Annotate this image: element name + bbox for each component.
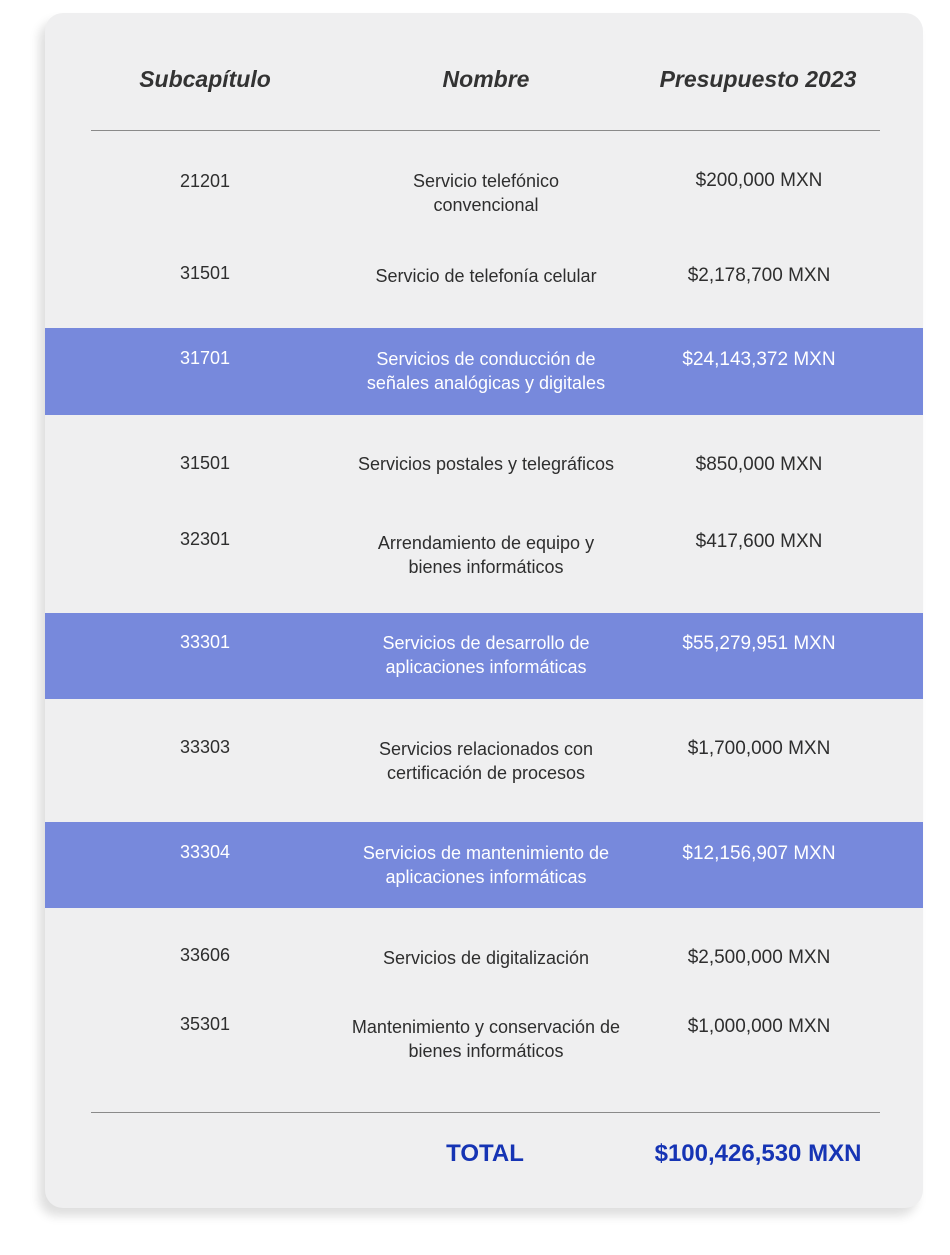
row-7-subcapitulo: 33303 bbox=[179, 737, 231, 757]
header-presupuesto: Presupuesto 2023 bbox=[659, 66, 857, 92]
row-2-subcapitulo: 31501 bbox=[179, 263, 231, 283]
row-1-nombre: Servicio telefónico convencional bbox=[412, 171, 560, 215]
row-3-presupuesto: $24,143,372 MXN bbox=[682, 349, 836, 370]
row-8-presupuesto: $12,156,907 MXN bbox=[682, 843, 836, 864]
row-7-presupuesto: $1,700,000 MXN bbox=[687, 738, 831, 759]
row-4-presupuesto: $850,000 MXN bbox=[695, 454, 823, 475]
header-divider bbox=[91, 130, 880, 131]
row-5-subcapitulo: 32301 bbox=[179, 529, 231, 549]
total-label: TOTAL bbox=[446, 1140, 524, 1167]
row-5-nombre: Arrendamiento de equipo y bienes informáticos bbox=[377, 533, 595, 577]
row-8-subcapitulo: 33304 bbox=[179, 842, 231, 862]
row-9-subcapitulo: 33606 bbox=[179, 945, 231, 965]
header-subcapitulo: Subcapítulo bbox=[139, 66, 271, 92]
row-1-subcapitulo: 21201 bbox=[179, 171, 231, 191]
row-10-subcapitulo: 35301 bbox=[179, 1014, 231, 1034]
total-amount: $100,426,530 MXN bbox=[654, 1140, 862, 1167]
row-4-nombre: Servicios postales y telegráficos bbox=[357, 454, 615, 474]
row-9-nombre: Servicios de digitalización bbox=[382, 948, 590, 968]
row-6-nombre: Servicios de desarrollo de aplicaciones informáticas bbox=[382, 633, 590, 677]
total-divider bbox=[91, 1112, 880, 1113]
row-8-nombre: Servicios de mantenimiento de aplicaciones informáticas bbox=[362, 843, 610, 887]
row-3-nombre: Servicios de conducción de señales analógicas y digitales bbox=[366, 349, 606, 393]
row-2-presupuesto: $2,178,700 MXN bbox=[687, 265, 831, 286]
row-5-presupuesto: $417,600 MXN bbox=[695, 531, 823, 552]
row-9-presupuesto: $2,500,000 MXN bbox=[687, 947, 831, 968]
row-1-presupuesto: $200,000 MXN bbox=[695, 170, 823, 191]
row-6-presupuesto: $55,279,951 MXN bbox=[682, 633, 836, 654]
row-2-nombre: Servicio de telefonía celular bbox=[375, 266, 597, 286]
header-nombre: Nombre bbox=[442, 66, 530, 92]
row-6-subcapitulo: 33301 bbox=[179, 632, 231, 652]
row-10-nombre: Mantenimiento y conservación de bienes informáticos bbox=[351, 1017, 621, 1061]
row-4-subcapitulo: 31501 bbox=[179, 453, 231, 473]
row-3-subcapitulo: 31701 bbox=[179, 348, 231, 368]
row-10-presupuesto: $1,000,000 MXN bbox=[687, 1016, 831, 1037]
row-7-nombre: Servicios relacionados con certificación de procesos bbox=[378, 739, 594, 783]
